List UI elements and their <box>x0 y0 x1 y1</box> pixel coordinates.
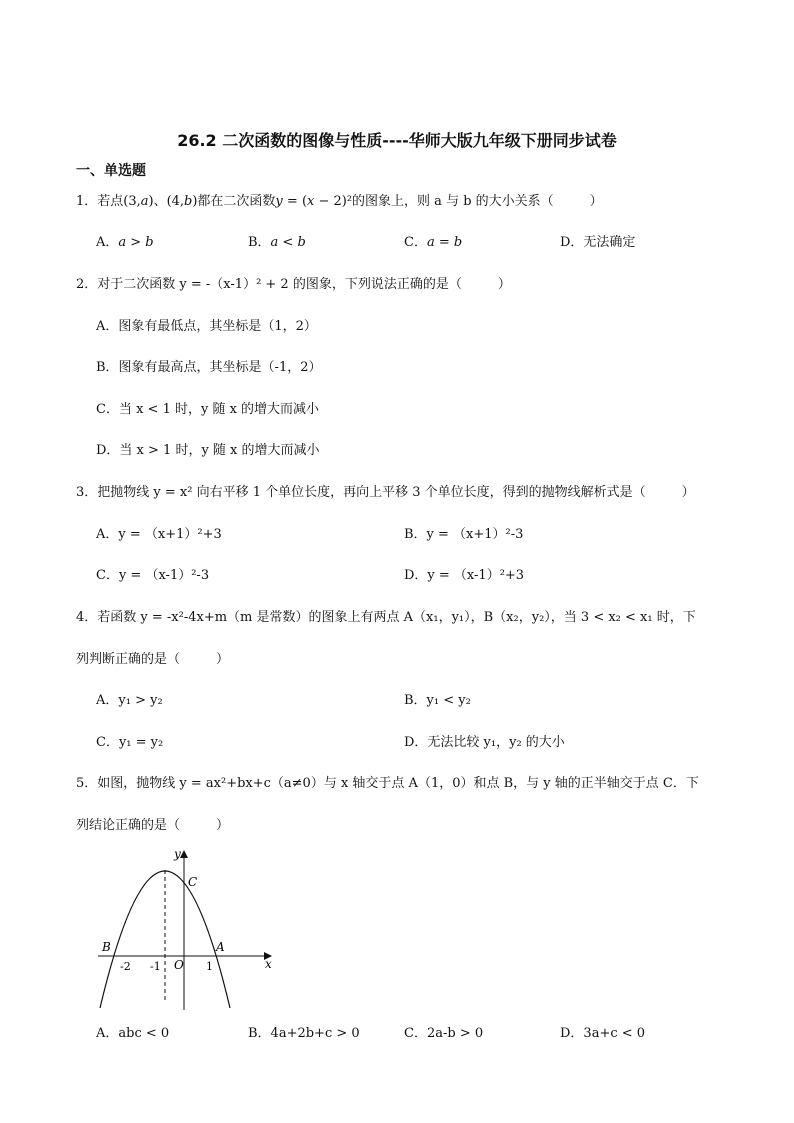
question-3-close: ） <box>681 485 695 500</box>
q3-option-a[interactable]: A．y = （x+1）²+3 <box>96 527 222 542</box>
q1-option-d[interactable]: D．无法确定 <box>560 235 636 250</box>
tick-label-1: 1 <box>206 960 213 973</box>
question-4-line-2 <box>76 651 229 669</box>
q4-option-a[interactable]: A．y₁ > y₂ <box>96 693 163 708</box>
q3-option-b[interactable]: B．y = （x+1）²-3 <box>404 527 524 542</box>
q2-option-a[interactable]: A．图象有最低点，其坐标是（1，2） <box>96 319 317 334</box>
page-title: 26.2 二次函数的图像与性质----华师大版九年级下册同步试卷 <box>177 131 617 150</box>
question-5-close: ） <box>216 818 230 833</box>
question-5-line-2 <box>76 817 229 835</box>
q4-option-b[interactable]: B．y₁ < y₂ <box>404 693 471 708</box>
label-o: O <box>174 958 184 972</box>
question-5: 5．如图，抛物线 y = ax²+bx+c（a≠0）与 x 轴交于点 A（1，0）和点 B，与 y 轴的正半轴交于点 C．下 <box>76 776 699 791</box>
q5-option-d[interactable]: D．3a+c < 0 <box>560 1026 646 1041</box>
q1-option-b[interactable]: B．𝑎 < 𝑏 <box>248 235 306 250</box>
q4-option-c[interactable]: C．y₁ = y₂ <box>96 735 164 750</box>
question-5-stem-2: 列结论正确的是（ <box>76 818 181 833</box>
question-4-close: ） <box>216 652 230 667</box>
q1-option-a[interactable]: A．𝑎 > 𝑏 <box>96 235 154 250</box>
q2-option-b[interactable]: B．图象有最高点，其坐标是（-1，2） <box>96 360 322 375</box>
q4-option-d[interactable]: D．无法比较 y₁，y₂ 的大小 <box>404 735 565 750</box>
y-axis-arrow-icon <box>180 850 188 858</box>
q5-option-a[interactable]: A．abc < 0 <box>96 1026 170 1041</box>
q2-option-d[interactable]: D．当 x > 1 时，y 随 x 的增大而减小 <box>96 443 320 458</box>
label-b: B <box>102 940 111 954</box>
parabola-figure <box>92 842 282 1012</box>
question-3 <box>76 484 695 502</box>
question-3-stem: 3．把抛物线 y = x² 向右平移 1 个单位长度，再向上平移 3 个单位长度，得到的抛物线解析式是（ <box>76 485 646 500</box>
label-y: y <box>174 847 181 861</box>
question-4-stem-2: 列判断正确的是（ <box>76 652 181 667</box>
section-heading: 一、单选题 <box>76 163 146 179</box>
question-2-close: ） <box>497 277 511 292</box>
q2-option-c[interactable]: C．当 x < 1 时，y 随 x 的增大而减小 <box>96 402 320 417</box>
question-1 <box>76 193 603 211</box>
label-c: C <box>188 875 198 889</box>
q5-option-c[interactable]: C．2a-b > 0 <box>404 1026 484 1041</box>
label-x: x <box>265 957 272 971</box>
question-2-stem: 2．对于二次函数 y = -（x-1）² + 2 的图象，下列说法正确的是（ <box>76 277 462 292</box>
tick-label-minus-2: -2 <box>120 960 131 973</box>
question-1-close: ） <box>589 194 603 209</box>
tick-label-minus-1: -1 <box>150 960 161 973</box>
label-a: A <box>216 940 225 954</box>
q1-option-c[interactable]: C．𝑎 = 𝑏 <box>404 235 463 250</box>
question-2 <box>76 276 511 294</box>
q5-option-b[interactable]: B．4a+2b+c > 0 <box>248 1026 360 1041</box>
question-1-stem: 1．若点(3,𝑎)、(4,𝑏)都在二次函数𝑦 = (𝑥 − 2)²的图象上，则 a 与 b 的大小关系（ <box>76 194 554 209</box>
q3-option-c[interactable]: C．y = （x-1）²-3 <box>96 568 210 583</box>
question-4: 4．若函数 y = -x²-4x+m（m 是常数）的图象上有两点 A（x₁，y₁），B（x₂，y₂），当 3 < x₂ < x₁ 时，下 <box>76 610 696 625</box>
q3-option-d[interactable]: D．y = （x-1）²+3 <box>404 568 525 583</box>
